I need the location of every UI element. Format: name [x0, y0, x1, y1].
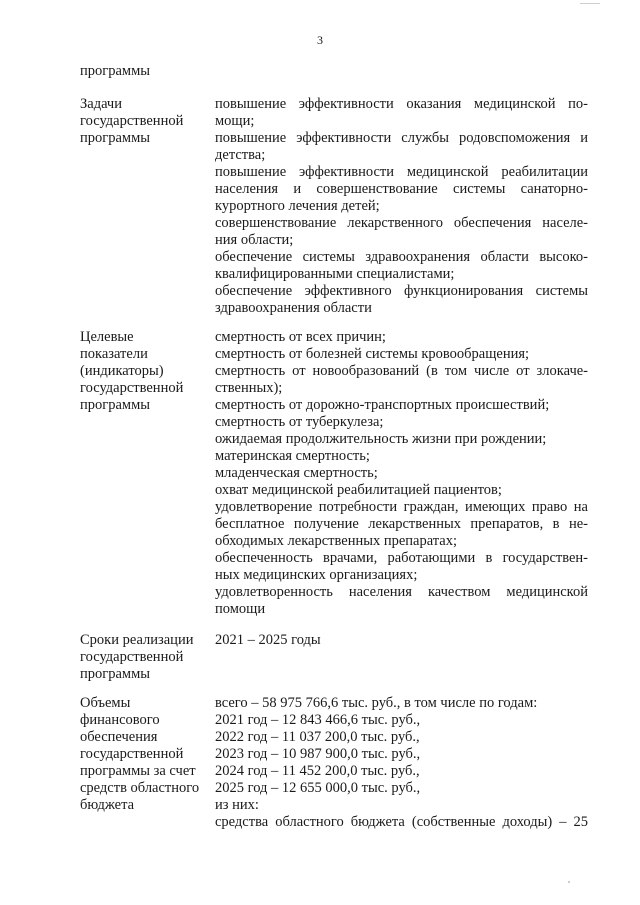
content-line: бесплатное получение лекарственных препаратов, в не- — [215, 516, 588, 532]
content-line: 2023 год – 10 987 900,0 тыс. руб., — [215, 746, 421, 762]
content-line: смертность от болезней системы кровообращения; — [215, 346, 530, 362]
label-line: (индикаторы) — [80, 363, 164, 379]
content-line: материнская смертность; — [215, 448, 370, 464]
label-line: программы — [80, 130, 150, 146]
label-line: Сроки реализации — [80, 632, 194, 648]
continued-label: программы — [80, 63, 150, 79]
content-line: из них: — [215, 797, 259, 813]
section-label — [80, 96, 204, 147]
label-line: государственной — [80, 113, 184, 129]
content-line: обеспечение системы здравоохранения области высоко- — [215, 249, 588, 265]
content-line: 2024 год – 11 452 200,0 тыс. руб., — [215, 763, 420, 779]
content-line: здравоохранения области — [215, 300, 372, 316]
section-label — [80, 632, 204, 683]
content-line: смертность от новообразований (в том числе от злокаче- — [215, 363, 588, 379]
content-line: 2022 год – 11 037 200,0 тыс. руб., — [215, 729, 420, 745]
content-line: удовлетворенность населения качеством медицинской — [215, 584, 588, 600]
section-content — [215, 329, 588, 618]
content-line: помощи — [215, 601, 266, 617]
label-line: государственной — [80, 380, 184, 396]
section-content — [215, 632, 588, 649]
label-line: программы — [80, 397, 150, 413]
section-content — [215, 695, 588, 831]
label-line: финансового — [80, 712, 160, 728]
content-line: курортного лечения детей; — [215, 198, 380, 214]
content-line: младенческая смертность; — [215, 465, 378, 481]
content-line: ния области; — [215, 232, 294, 248]
content-line: смертность от дорожно-транспортных происшествий; — [215, 397, 550, 413]
label-line: Целевые — [80, 329, 134, 345]
label-line: обеспечения — [80, 729, 158, 745]
label-line: средств областного — [80, 780, 200, 796]
content-line: совершенствование лекарственного обеспечения населе- — [215, 215, 588, 231]
content-line: детства; — [215, 147, 266, 163]
content-line: населения и совершенствование системы санаторно- — [215, 181, 588, 197]
label-line: государственной — [80, 649, 184, 665]
section-label — [80, 695, 204, 814]
content-line: смертность от всех причин; — [215, 329, 386, 345]
content-line: квалифицированными специалистами; — [215, 266, 455, 282]
content-line: мощи; — [215, 113, 255, 129]
content-line: повышение эффективности службы родовспоможения и — [215, 130, 588, 146]
content-line: повышение эффективности медицинской реабилитации — [215, 164, 588, 180]
content-line: удовлетворение потребности граждан, имеющих право на — [215, 499, 588, 515]
label-line: программы — [80, 666, 150, 682]
content-line: средства областного бюджета (собственные доходы) – 25 — [215, 814, 588, 830]
content-line: повышение эффективности оказания медицинской по- — [215, 96, 588, 112]
section-label — [80, 329, 204, 414]
content-line: ожидаемая продолжительность жизни при рождении; — [215, 431, 547, 447]
content-line: ных медицинских организациях; — [215, 567, 418, 583]
scan-dot-mark — [568, 881, 570, 883]
content-line: ственных); — [215, 380, 283, 396]
content-line: обеспеченность врачами, работающими в государствен- — [215, 550, 588, 566]
scan-edge-mark — [580, 0, 600, 4]
label-line: бюджета — [80, 797, 135, 813]
content-line: обходимых лекарственных препаратах; — [215, 533, 458, 549]
content-line: всего – 58 975 766,6 тыс. руб., в том числе по годам: — [215, 695, 538, 711]
section-content — [215, 96, 588, 317]
content-line: обеспечение эффективного функционирования системы — [215, 283, 588, 299]
content-line: 2025 год – 12 655 000,0 тыс. руб., — [215, 780, 421, 796]
label-line: государственной — [80, 746, 184, 762]
label-line: показатели — [80, 346, 148, 362]
label-line: Задачи — [80, 96, 122, 112]
content-line: охват медицинской реабилитацией пациентов; — [215, 482, 502, 498]
label-line: программы за счет — [80, 763, 196, 779]
label-line: Объемы — [80, 695, 131, 711]
page-number: 3 — [317, 33, 323, 47]
content-line: 2021 – 2025 годы — [215, 632, 321, 648]
content-line: 2021 год – 12 843 466,6 тыс. руб., — [215, 712, 421, 728]
content-line: смертность от туберкулеза; — [215, 414, 384, 430]
